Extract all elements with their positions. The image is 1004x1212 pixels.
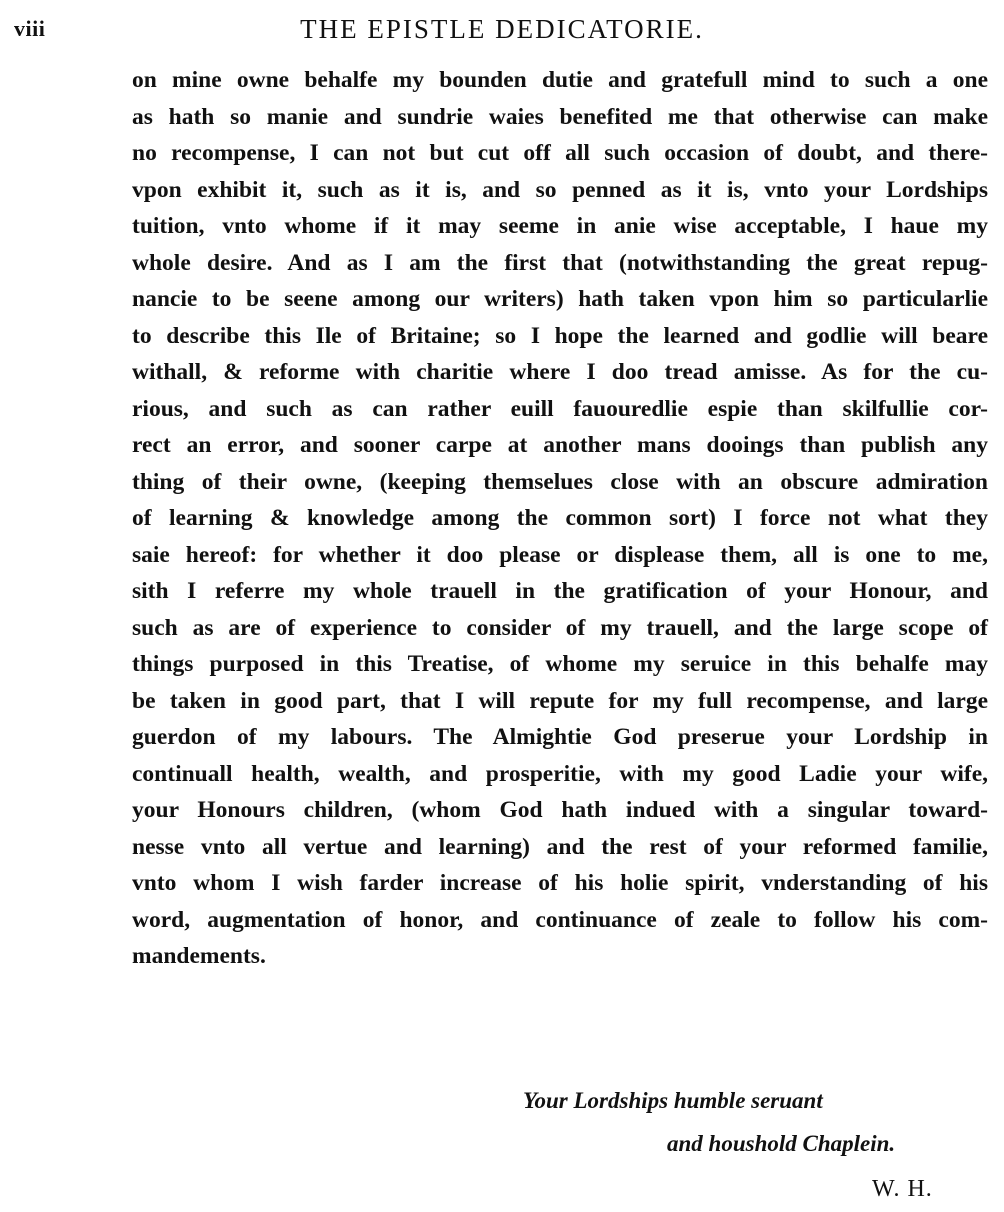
dedication-body — [132, 62, 988, 975]
text-line: your Honours children, (whom God hath indued with a singular toward- — [132, 797, 988, 823]
text-line: tuition, vnto whome if it may seeme in anie wise acceptable, I haue my — [132, 213, 988, 239]
text-line: whole desire. And as I am the first that (notwithstanding the great repug- — [132, 249, 988, 276]
page-number: viii — [14, 16, 46, 41]
text-line: things purposed in this Treatise, of whome my seruice in this behalfe may — [132, 651, 988, 677]
text-line: such as are of experience to consider of my trauell, and the large scope of — [132, 614, 988, 641]
text-line: sith I referre my whole trauell in the gratification of your Honour, and — [132, 578, 988, 604]
text-line: word, augmentation of honor, and continuance of zeale to follow his com- — [132, 906, 988, 933]
text-line: nancie to be seene among our writers) hath taken vpon him so particularlie — [132, 286, 988, 312]
text-line: to describe this Ile of Britaine; so I hope the learned and godlie will beare — [132, 322, 988, 349]
text-line: saie hereof: for whether it doo please or displease them, all is one to me, — [132, 541, 988, 568]
text-line: nesse vnto all vertue and learning) and the rest of your reformed familie, — [132, 833, 988, 860]
running-head: THE EPISTLE DEDICATORIE. — [300, 14, 704, 44]
text-line-final: mandements. — [132, 943, 266, 969]
text-line: guerdon of my labours. The Almightie God preserue your Lordship in — [132, 724, 988, 750]
text-line: thing of their owne, (keeping themselues close with an obscure admiration — [132, 468, 988, 495]
text-line: rect an error, and sooner carpe at another mans dooings than publish any — [132, 432, 988, 458]
text-line: vnto whom I wish farder increase of his holie spirit, vnderstanding of his — [132, 870, 988, 896]
text-line: no recompense, I can not but cut off all such occasion of doubt, and there- — [132, 140, 988, 166]
text-line: withall, & reforme with charitie where I doo tread amisse. As for the cu- — [132, 359, 988, 385]
text-line: rious, and such as can rather euill fauouredlie espie than skilfullie cor- — [132, 395, 988, 422]
signature-closing: Your Lordships humble seruant — [523, 1088, 823, 1113]
text-line: be taken in good part, that I will repute for my full recompense, and large — [132, 687, 988, 714]
text-line: of learning & knowledge among the common sort) I force not what they — [132, 505, 988, 531]
text-line: vpon exhibit it, such as it is, and so penned as it is, vnto your Lordships — [132, 176, 988, 203]
text-line: as hath so manie and sundrie waies benefited me that otherwise can make — [132, 103, 988, 130]
signature-title: and houshold Chaplein. — [667, 1131, 896, 1156]
signature-initials: W. H. — [872, 1176, 933, 1202]
text-line: continuall health, wealth, and prosperitie, with my good Ladie your wife, — [132, 760, 988, 787]
text-line: on mine owne behalfe my bounden dutie and gratefull mind to such a one — [132, 67, 988, 93]
